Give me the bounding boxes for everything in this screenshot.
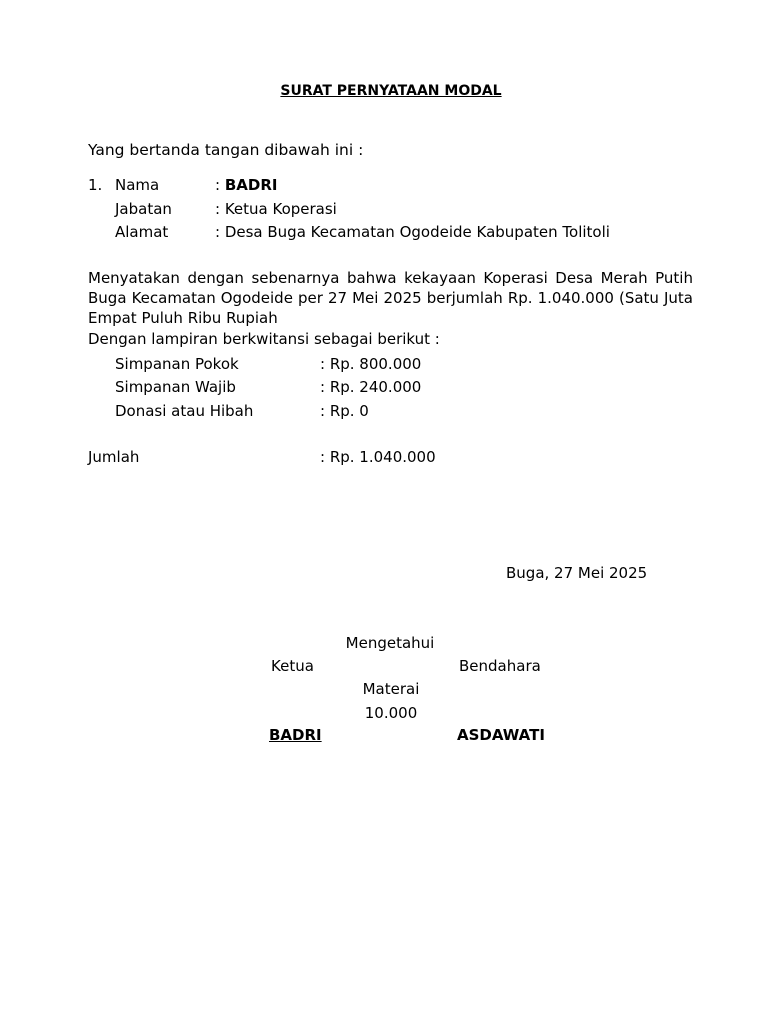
document-title: SURAT PERNYATAAN MODAL: [280, 83, 502, 99]
item-value-simpanan-wajib: : Rp. 240.000: [320, 378, 422, 396]
place-date: Buga, 27 Mei 2025: [506, 564, 648, 582]
left-signer-name: BADRI: [269, 726, 322, 744]
intro-text: Yang bertanda tangan dibawah ini :: [88, 141, 364, 159]
acknowledged-label: Mengetahui: [345, 634, 435, 652]
attachment-intro: Dengan lampiran berkwitansi sebagai berikut :: [88, 330, 440, 348]
left-signer-title: Ketua: [271, 657, 314, 675]
stamp-value: 10.000: [364, 704, 418, 722]
signer-position: Ketua Koperasi: [224, 200, 337, 218]
signer-name: BADRI: [224, 176, 278, 194]
field-value-nama: : BADRI: [215, 176, 278, 194]
right-signer-name: ASDAWATI: [457, 726, 545, 744]
field-value-jabatan: : Ketua Koperasi: [215, 200, 337, 218]
field-label-alamat: Alamat: [115, 223, 169, 241]
item-label-simpanan-pokok: Simpanan Pokok: [115, 355, 239, 373]
field-label-nama: Nama: [115, 176, 160, 194]
stamp-label: Materai: [362, 680, 420, 698]
item-label-donasi: Donasi atau Hibah: [115, 402, 254, 420]
item-label-simpanan-wajib: Simpanan Wajib: [115, 378, 236, 396]
total-value: : Rp. 1.040.000: [320, 448, 436, 466]
statement-paragraph: Menyatakan dengan sebenarnya bahwa kekayaan Koperasi Desa Merah Putih Buga Kecamatan Ogodeide per 27 Mei 2025 berjumlah Rp. 1.040.000 (Satu Juta Empat Puluh Ribu Rupiah: [88, 269, 693, 327]
total-label: Jumlah: [88, 448, 140, 466]
right-signer-title: Bendahara: [459, 657, 541, 675]
field-label-jabatan: Jabatan: [115, 200, 172, 218]
field-value-alamat: : Desa Buga Kecamatan Ogodeide Kabupaten Tolitoli: [215, 223, 610, 241]
item-value-simpanan-pokok: : Rp. 800.000: [320, 355, 422, 373]
list-number: 1.: [88, 176, 103, 194]
signer-address: Desa Buga Kecamatan Ogodeide Kabupaten Tolitoli: [224, 223, 610, 241]
item-value-donasi: : Rp. 0: [320, 402, 369, 420]
